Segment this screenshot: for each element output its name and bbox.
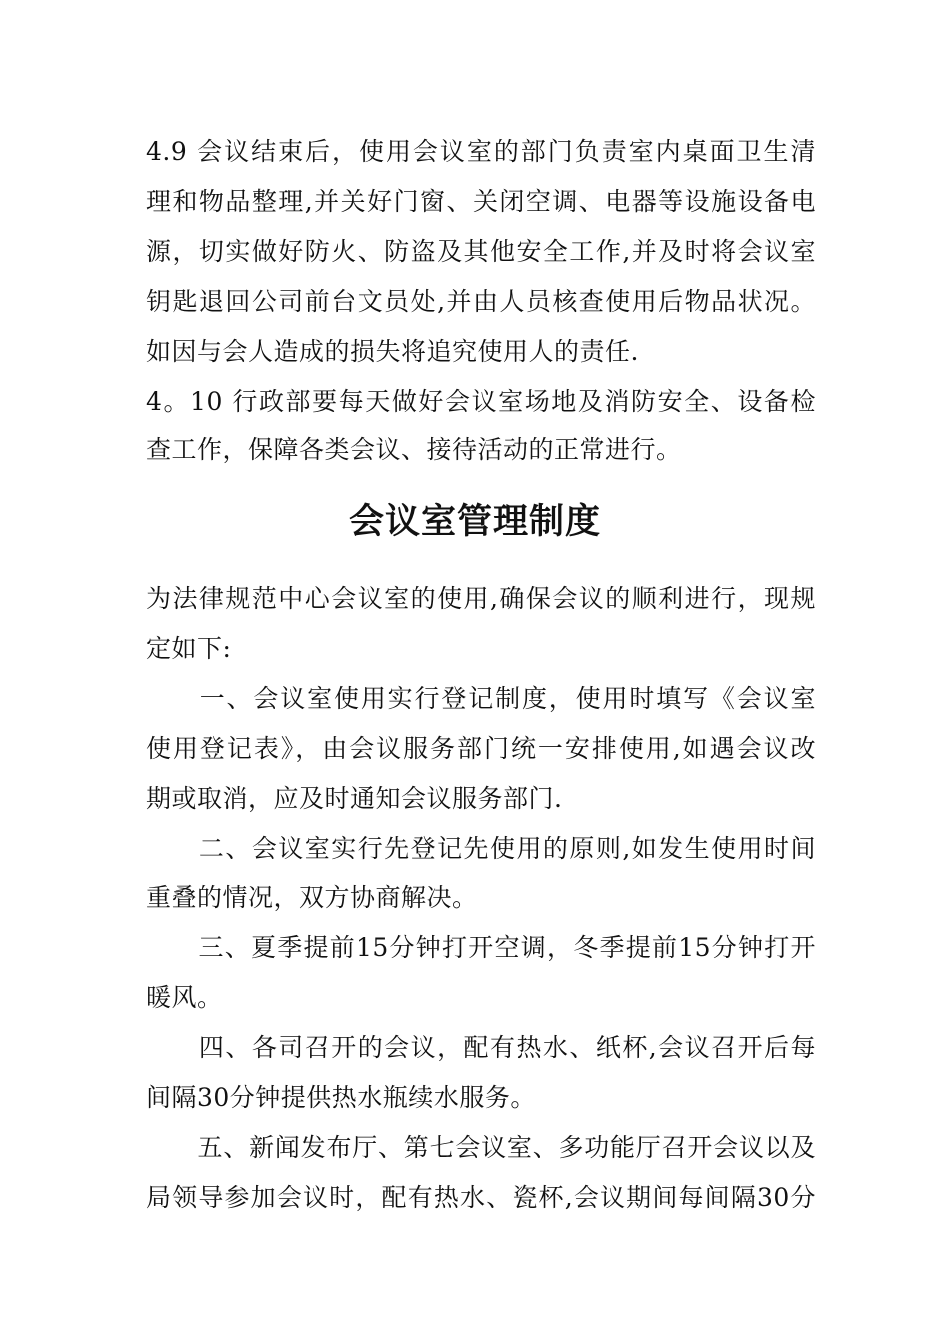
text-line: 为法律规范中心会议室的使用,确保会议的顺利进行，现规 <box>146 584 816 613</box>
text-line: 4.9 会议结束后，使用会议室的部门负责室内桌面卫生清 <box>146 137 816 166</box>
document-title: 会议室管理制度 <box>348 502 601 542</box>
text-line: 定如下: <box>146 634 232 663</box>
text-line: 理和物品整理,并关好门窗、关闭空调、电器等设施设备电 <box>146 187 816 216</box>
text-line: 二、会议室实行先登记先使用的原则,如发生使用时间 <box>146 834 816 863</box>
text-line: 钥匙退回公司前台文员处,并由人员核查使用后物品状况。 <box>146 287 816 316</box>
text-line: 间隔30分钟提供热水瓶续水服务。 <box>146 1083 536 1112</box>
text-line: 4。10 行政部要每天做好会议室场地及消防安全、设备检 <box>146 387 816 416</box>
text-line: 期或取消，应及时通知会议服务部门. <box>146 784 563 813</box>
text-line: 暖风。 <box>146 983 223 1012</box>
text-line: 局领导参加会议时，配有热水、瓷杯,会议期间每间隔30分 <box>146 1183 816 1212</box>
text-line: 五、新闻发布厅、第七会议室、多功能厅召开会议以及 <box>146 1133 816 1162</box>
text-line: 三、夏季提前15分钟打开空调，冬季提前15分钟打开 <box>146 933 816 962</box>
text-line: 重叠的情况，双方协商解决。 <box>146 883 478 912</box>
text-line: 使用登记表》，由会议服务部门统一安排使用,如遇会议改 <box>146 734 816 763</box>
text-line: 源，切实做好防火、防盗及其他安全工作,并及时将会议室 <box>146 237 816 266</box>
text-line: 一、会议室使用实行登记制度，使用时填写《会议室 <box>146 684 816 713</box>
text-line: 如因与会人造成的损失将追究使用人的责任. <box>146 337 639 366</box>
text-line: 四、各司召开的会议，配有热水、纸杯,会议召开后每 <box>146 1033 816 1062</box>
text-line: 查工作，保障各类会议、接待活动的正常进行。 <box>146 435 682 464</box>
